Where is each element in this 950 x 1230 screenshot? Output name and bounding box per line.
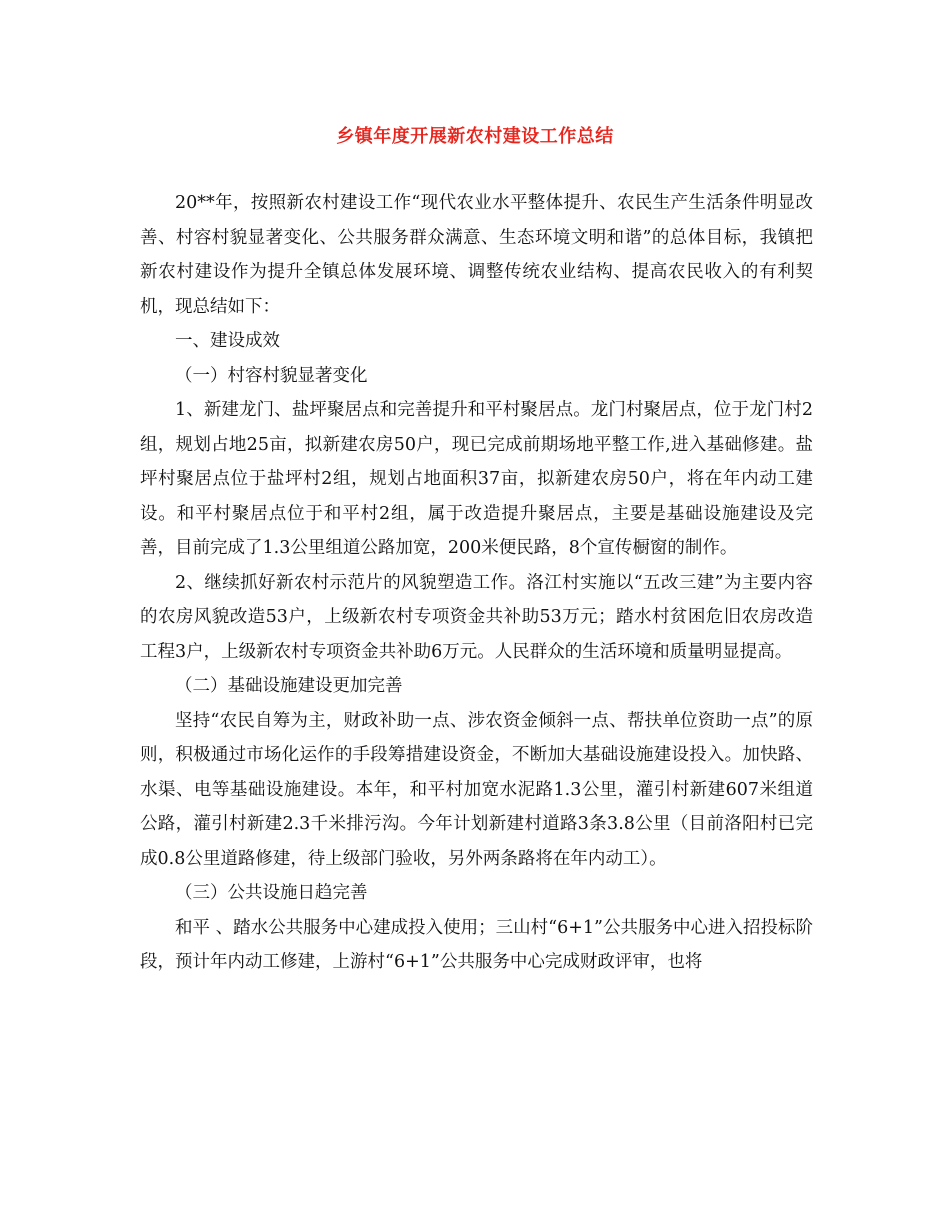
document-title: 乡镇年度开展新农村建设工作总结 [336, 126, 614, 147]
document-body [140, 186, 813, 980]
subsection-heading-village-appearance: （一）村容村貌显著变化 [175, 365, 368, 386]
subsection-heading-public-facilities: （三）公共设施日趋完善 [175, 883, 368, 903]
body-paragraph: 2、继续抓好新农村示范片的风貌塑造工作。洛江村实施以“五改三建”为主要内容的农房风貌改造53户，上级新农村专项资金共补助53万元；踏水村贫困危旧农房改造工程3户，上级新农村专项资金共补助6万元。人民群众的生活环境和质量明显提高。 [140, 572, 813, 662]
subsection-heading-infrastructure: （二）基础设施建设更加完善 [175, 676, 403, 696]
body-paragraph: 坚持“农民自筹为主，财政补助一点、涉农资金倾斜一点、帮扶单位资助一点”的原则，积极通过市场化运作的手段筹措建设资金，不断加大基础设施建设投入。加快路、水渠、电等基础设施建设。本年，和平村加宽水泥路1.3公里，灌引村新建607米组道公路，灌引村新建2.3千米排污沟。今年计划新建村道路3条3.8公里（目前洛阳村已完成0.8公里道路修建，待上级部门验收，另外两条路将在年内动工）。 [140, 710, 813, 869]
section-heading-achievements: 一、建设成效 [175, 331, 280, 351]
body-paragraph: 和平 、踏水公共服务中心建成投入使用；三山村“6+1”公共服务中心进入招投标阶段，预计年内动工修建，上游村“6+1”公共服务中心完成财政评审，也将 [140, 917, 813, 972]
body-paragraph: 1、新建龙门、盐坪聚居点和完善提升和平村聚居点。龙门村聚居点，位于龙门村2组，规划占地25亩，拟新建农房50户，现已完成前期场地平整工作,进入基础修建。盐坪村聚居点位于盐坪村2组，规划占地面积37亩，拟新建农房50户，将在年内动工建设。和平村聚居点位于和平村2组，属于改造提升聚居点，主要是基础设施建设及完善，目前完成了1.3公里组道公路加宽，200米便民路，8个宣传橱窗的制作。 [140, 400, 813, 558]
intro-paragraph: 20**年，按照新农村建设工作“现代农业水平整体提升、农民生产生活条件明显改善、村容村貌显著变化、公共服务群众满意、生态环境文明和谐”的总体目标，我镇把新农村建设作为提升全镇总体发展环境、调整传统农业结构、提高农民收入的有利契机，现总结如下： [140, 193, 813, 317]
